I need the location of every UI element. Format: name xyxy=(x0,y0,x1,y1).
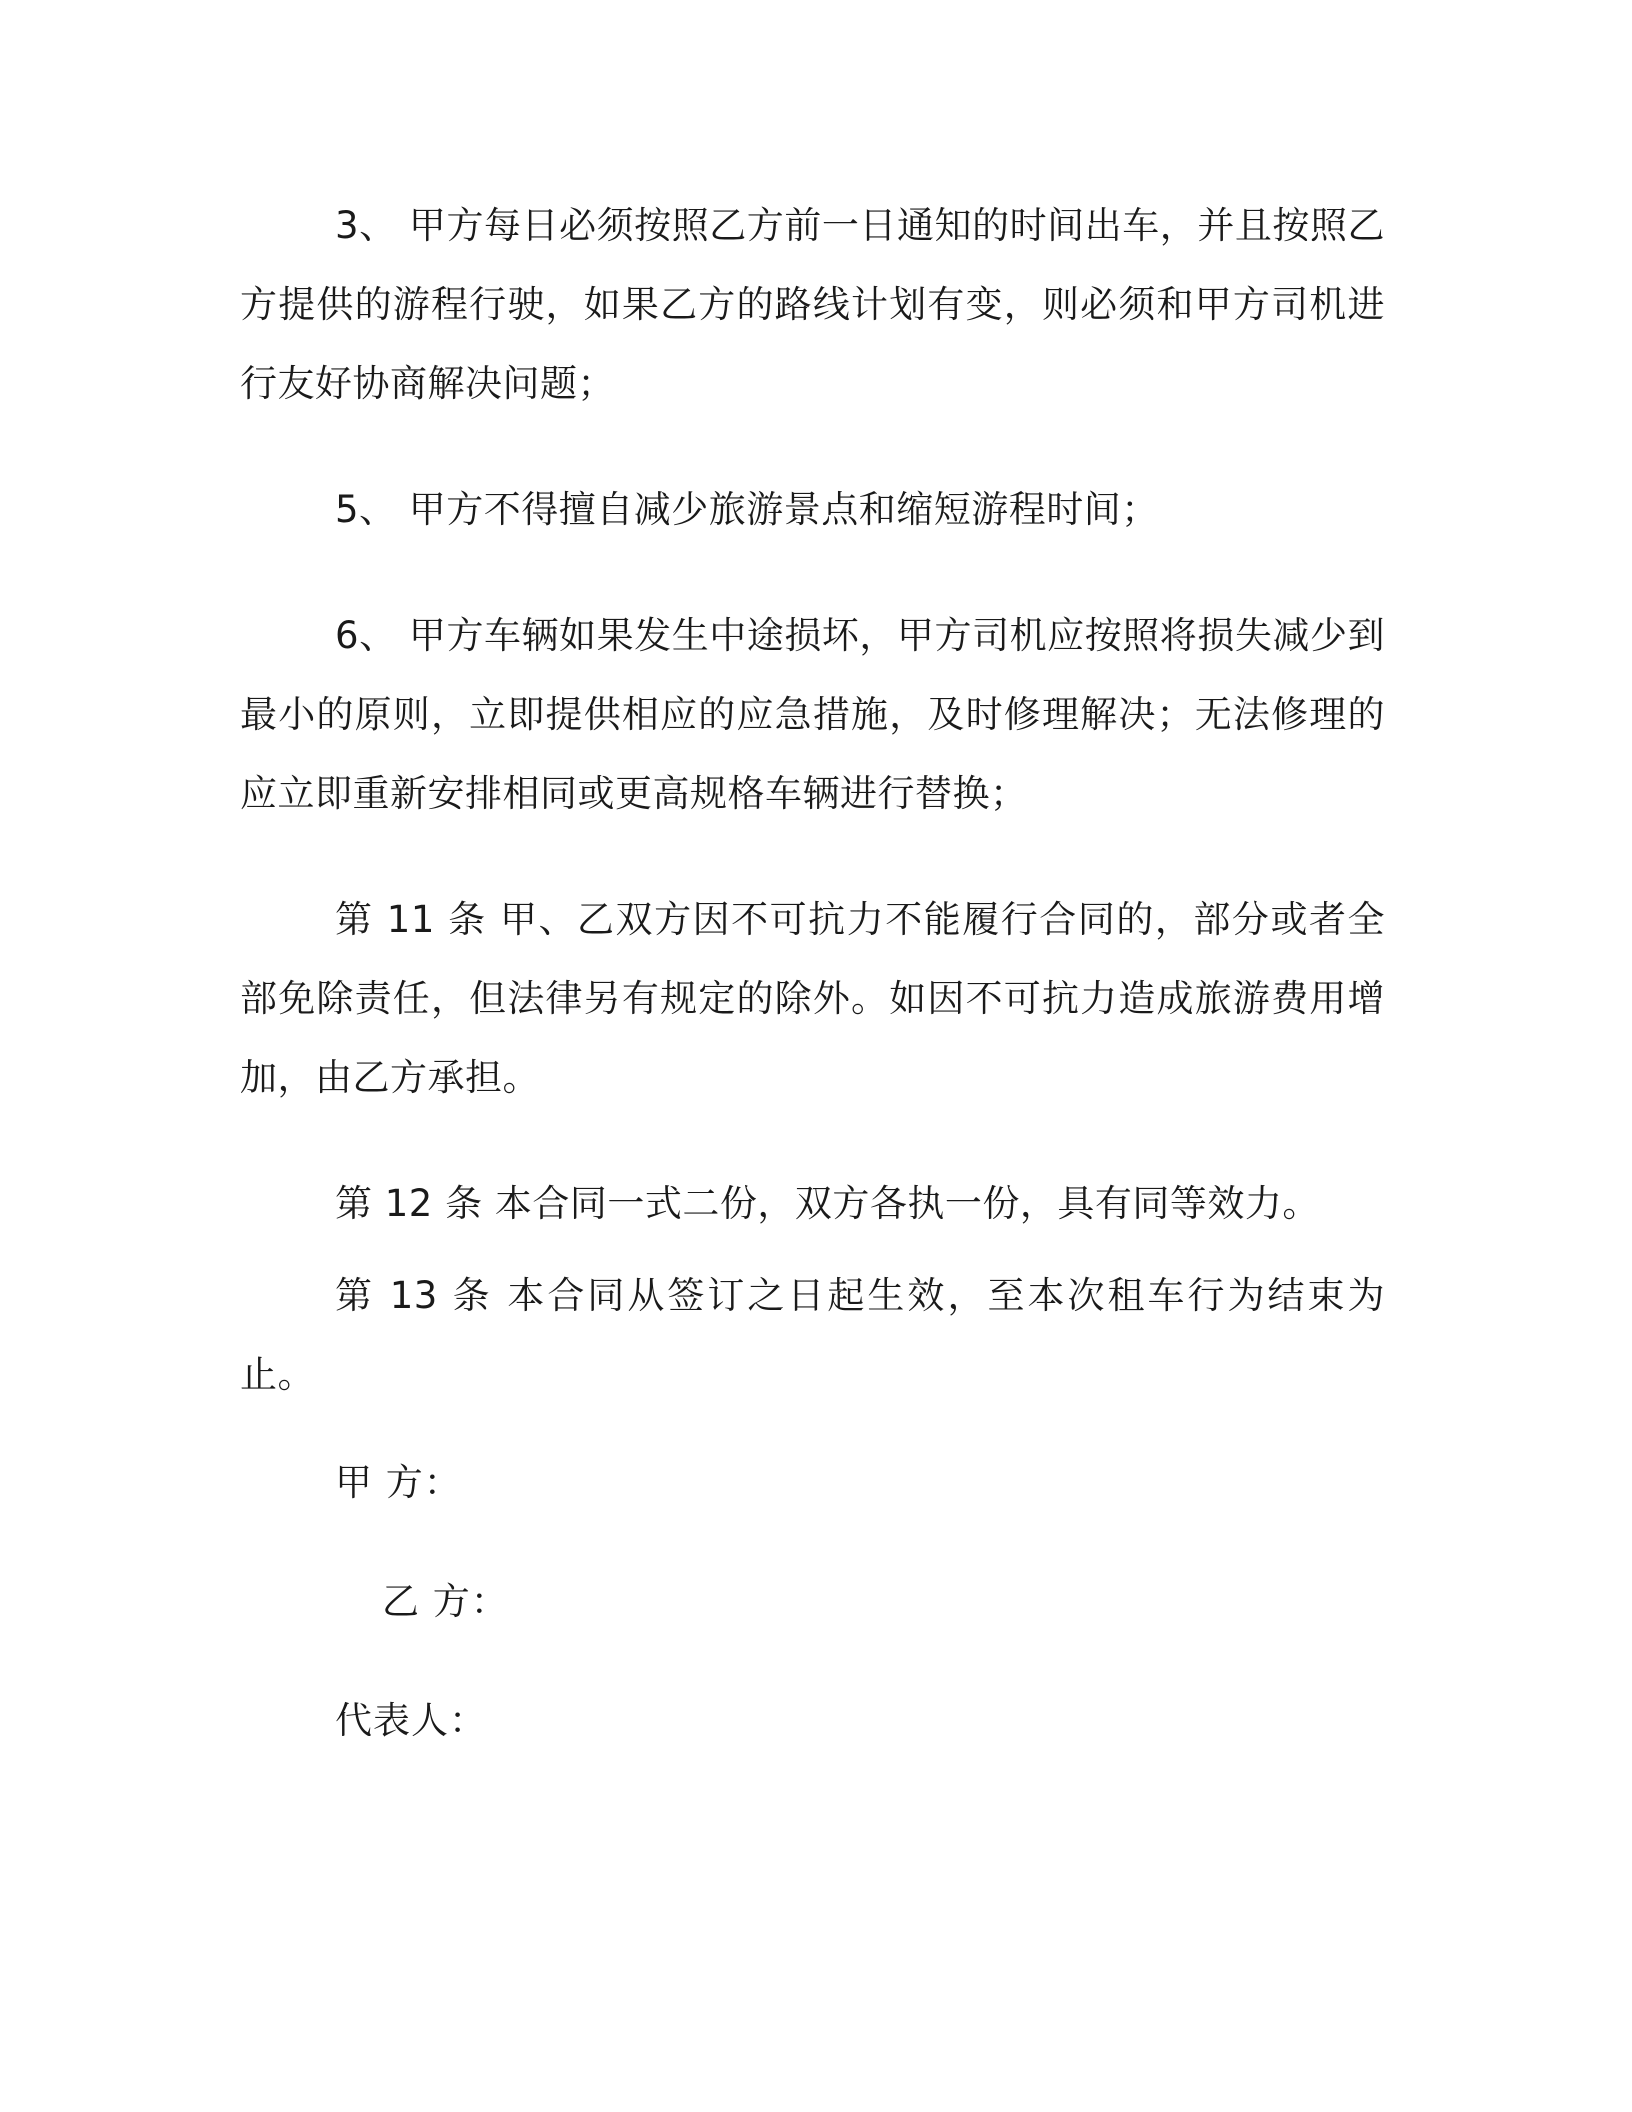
clause-3: 3、 甲方每日必须按照乙方前一日通知的时间出车，并且按照乙方提供的游程行驶，如果乙方的路线计划有变，则必须和甲方司机进行友好协商解决问题； xyxy=(240,204,1385,405)
representative-signature-label: 代表人： xyxy=(335,1699,487,1742)
document-body xyxy=(240,186,1385,1760)
article-11: 第 11 条 甲、乙双方因不可抗力不能履行合同的，部分或者全部免除责任，但法律另有规定的除外。如因不可抗力造成旅游费用增加，由乙方承担。 xyxy=(240,898,1385,1099)
article-12: 第 12 条 本合同一式二份，双方各执一份，具有同等效力。 xyxy=(335,1182,1320,1225)
clause-6: 6、 甲方车辆如果发生中途损坏，甲方司机应按照将损失减少到最小的原则，立即提供相应的应急措施，及时修理解决；无法修理的应立即重新安排相同或更高规格车辆进行替换； xyxy=(240,614,1385,815)
article-13: 第 13 条 本合同从签订之日起生效，至本次租车行为结束为止。 xyxy=(240,1274,1385,1396)
clause-5: 5、 甲方不得擅自减少旅游景点和缩短游程时间； xyxy=(335,488,1159,531)
party-b-signature-label: 乙 方： xyxy=(382,1580,509,1623)
party-a-signature-label: 甲 方： xyxy=(335,1461,462,1504)
